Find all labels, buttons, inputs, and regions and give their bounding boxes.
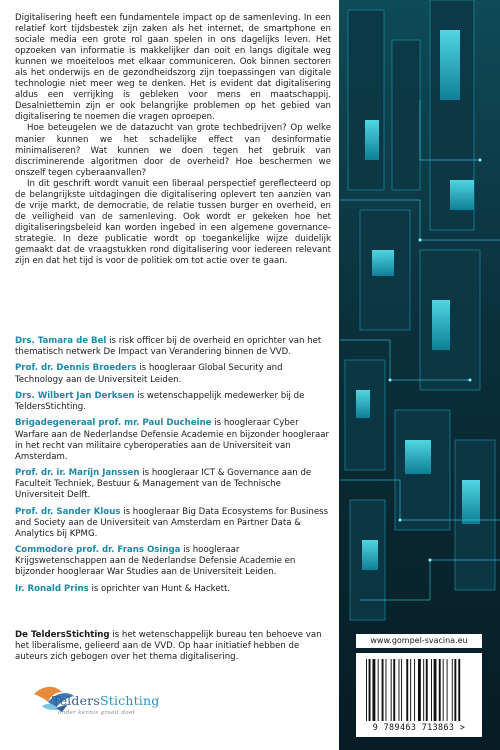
author-name: Brigadegeneraal prof. mr. Paul Ducheine [15,418,212,429]
author-bio: is hoogleraar Global Security and Technology aan de Universiteit Leiden. [15,363,283,385]
author-name: Prof. dr. Dennis Broeders [15,363,137,374]
author-bio: is wetenschappelijk medewerker bij de TeldersStichting. [15,390,305,413]
website-label: www.gompel-svacina.eu [356,634,482,648]
author-name: Prof. dr. ir. Marijn Janssen [15,468,140,479]
author-bio: is hoogleraar Cyber Warfare aan de Nederlandse Defensie Academie en bijzonder hoogleraar in het recht van militaire cyberoperaties aan de Universiteit van Amsterdam. [15,418,330,462]
author-entry [15,468,331,501]
publisher-text: is het wetenschappelijk bureau ten behoeve van het liberalisme, gelieerd aan de VVD. Op haar initiatief hebben de auteurs zich gebogen over het thema digitalisering. [15,630,322,663]
author-entry [15,391,331,413]
paragraph-intro: Digitalisering heeft een fundamentele impact op de samenleving. In een relatief kort tijdsbestek zijn zaken als het internet, de smartphone en sociale media een grote rol gaan spelen in ons dagelijks leven. Het opzoeken van informatie is makkelijker dan ooit en langs digitale weg kunnen we moeiteloos met elkaar communiceren. Ook binnen sectoren als het onderwijs en de gezondheidszorg zijn toepassingen van digitale technologie niet meer weg te denken. Het is evident dat digitalisering aldus een verrijking is gebleken voor mens en maatschappij. Desalniettemin zijn er ook belangrijke problemen op het gebied van digitalisering te noemen die vragen oproepen. [15,13,331,123]
author-name: Ir. Ronald Prins [15,583,89,594]
author-name: Drs. Tamara de Bel [15,336,107,346]
author-name: Commodore prof. dr. Frans Osinga [15,545,181,556]
author-entry [15,418,331,462]
author-list [15,336,331,600]
author-entry [15,363,331,385]
author-entry [15,545,331,578]
publisher-name: De TeldersStichting [15,630,110,640]
barcode-icon [366,659,472,721]
logo-tagline: onder kennis groeit doet [58,710,136,716]
author-entry [15,507,331,540]
logo-wordmark [52,693,159,708]
author-name: Prof. dr. Sander Klous [15,506,121,517]
author-entry [15,336,331,358]
publisher-note [15,630,331,663]
paragraph-questions: Hoe beteugelen we de datazucht van grote techbedrijven? Op welke manier kunnen we het schadelijke effect van desinformatie minimaliseren? Wat kunnen we doen tegen het gebruik van discriminerende algoritmen door de overheid? Hoe beschermen we onszelf tegen cyberaanvallen? [15,123,331,178]
blurb-text [15,13,331,267]
barcode-box [356,653,482,737]
author-name: Drs. Wilbert Jan Derksen [15,390,135,401]
logo-word-stichting: Stichting [99,693,160,708]
paragraph-summary: In dit geschrift wordt vanuit een liberaal perspectief gereflecteerd op de belangrijkste uitdagingen die digitalisering oplevert ten aanzien van de vrije markt, de democratie, de relatie tussen burger en overheid, en de veiligheid van de samenleving. Ook wordt er gekeken hoe het digitaliseringsbeleid kan worden ingebed in een algemene governance-strategie. In deze publicatie wordt op toegankelijke wijze duidelijk gemaakt dat de vraagstukken rond digitalisering voor iedereen relevant zijn en dat het tijd is voor de politiek om tot actie over te gaan. [15,178,331,267]
logo-word-telders: Telders [52,693,100,708]
author-bio: is risk officer bij de overheid en oprichter van het thematisch netwerk De Impact van Verandering binnen de VVD. [15,336,322,358]
author-bio: is hoogleraar ICT & Governance aan de Faculteit Techniek, Bestuur & Management van de Technische Universiteit Delft. [15,468,312,501]
author-bio: is oprichter van Hunt & Hackett. [88,583,231,594]
author-bio: is hoogleraar Big Data Ecosystems for Business and Society aan de Universiteit van Amsterdam en Partner Data & Analytics bij KPMG. [15,506,329,539]
author-bio: is hoogleraar Krijgswetenschappen aan de Nederlandse Defensie Academie en bijzonder hoogleraar War Studies aan de Universiteit Leiden. [15,545,296,578]
author-entry [15,584,331,595]
isbn-number: 9 789463 713863 > [372,722,466,732]
